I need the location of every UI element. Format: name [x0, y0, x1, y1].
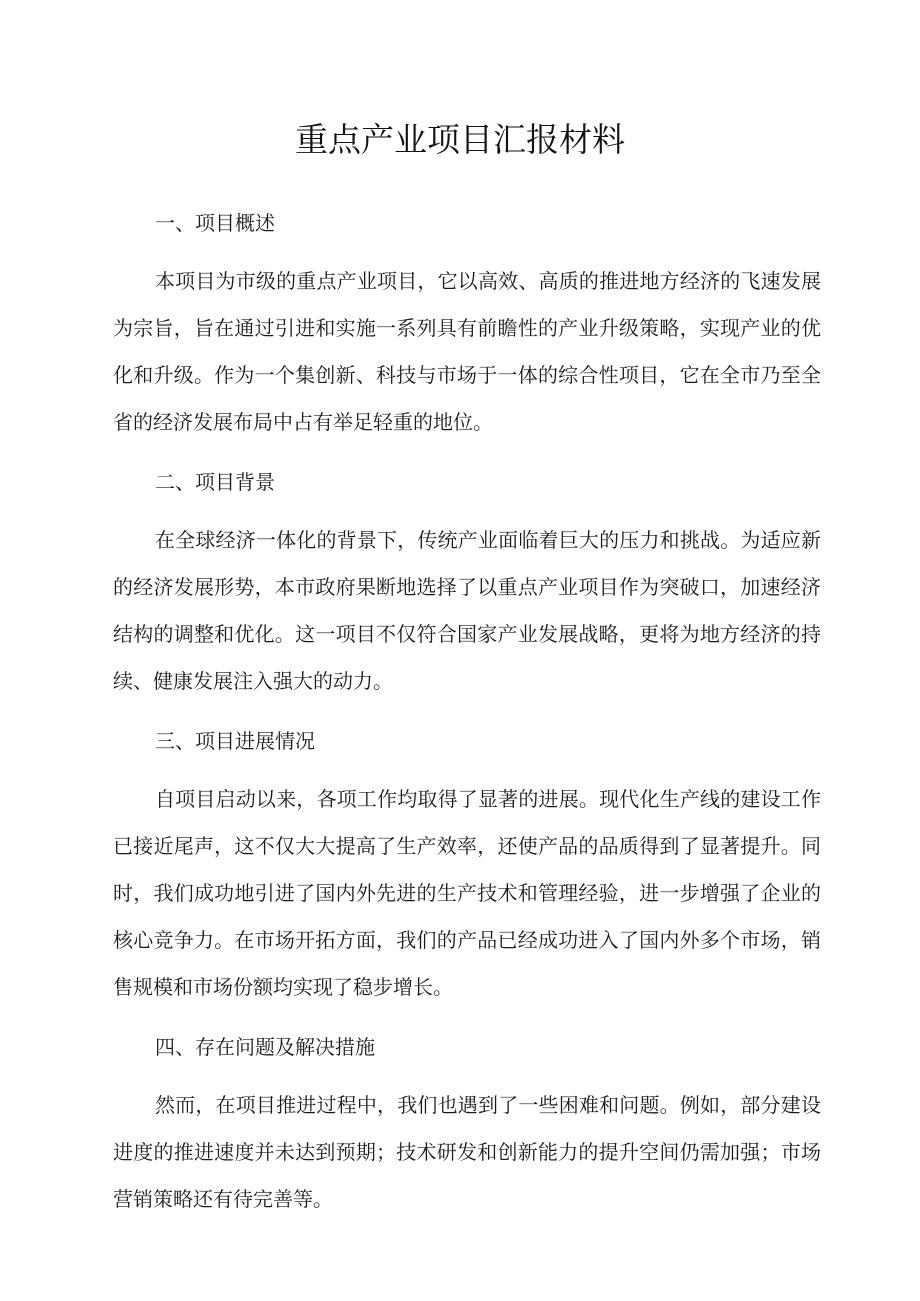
document-title: 重点产业项目汇报材料 [295, 120, 625, 159]
section-progress [113, 728, 821, 1011]
section-paragraph: 自项目启动以来，各项工作均取得了显著的进展。现代化生产线的建设工作已接近尾声，这不仅大大提高了生产效率，还使产品的品质得到了显著提升。同时，我们成功地引进了国内外先进的生产技术和管理经验，进一步增强了企业的核心竞争力。在市场开拓方面，我们的产品已经成功进入了国内外多个市场，销售规模和市场份额均实现了稳步增长。 [113, 787, 821, 999]
section-issues [113, 1034, 821, 1223]
section-heading: 一、项目概述 [155, 211, 275, 235]
section-background [113, 469, 821, 705]
section-heading: 三、项目进展情况 [155, 729, 315, 753]
section-overview [113, 210, 821, 446]
section-heading: 四、存在问题及解决措施 [155, 1035, 375, 1059]
section-paragraph: 然而，在项目推进过程中，我们也遇到了一些困难和问题。例如，部分建设进度的推进速度并未达到预期；技术研发和创新能力的提升空间仍需加强；市场营销策略还有待完善等。 [113, 1093, 821, 1211]
section-paragraph: 本项目为市级的重点产业项目，它以高效、高质的推进地方经济的飞速发展为宗旨，旨在通过引进和实施一系列具有前瞻性的产业升级策略，实现产业的优化和升级。作为一个集创新、科技与市场于一体的综合性项目，它在全市乃至全省的经济发展布局中占有举足轻重的地位。 [113, 269, 821, 434]
section-paragraph: 在全球经济一体化的背景下，传统产业面临着巨大的压力和挑战。为适应新的经济发展形势，本市政府果断地选择了以重点产业项目作为突破口，加速经济结构的调整和优化。这一项目不仅符合国家产业发展战略，更将为地方经济的持续、健康发展注入强大的动力。 [113, 528, 821, 693]
document-body [113, 210, 821, 1246]
section-heading: 二、项目背景 [155, 470, 275, 494]
